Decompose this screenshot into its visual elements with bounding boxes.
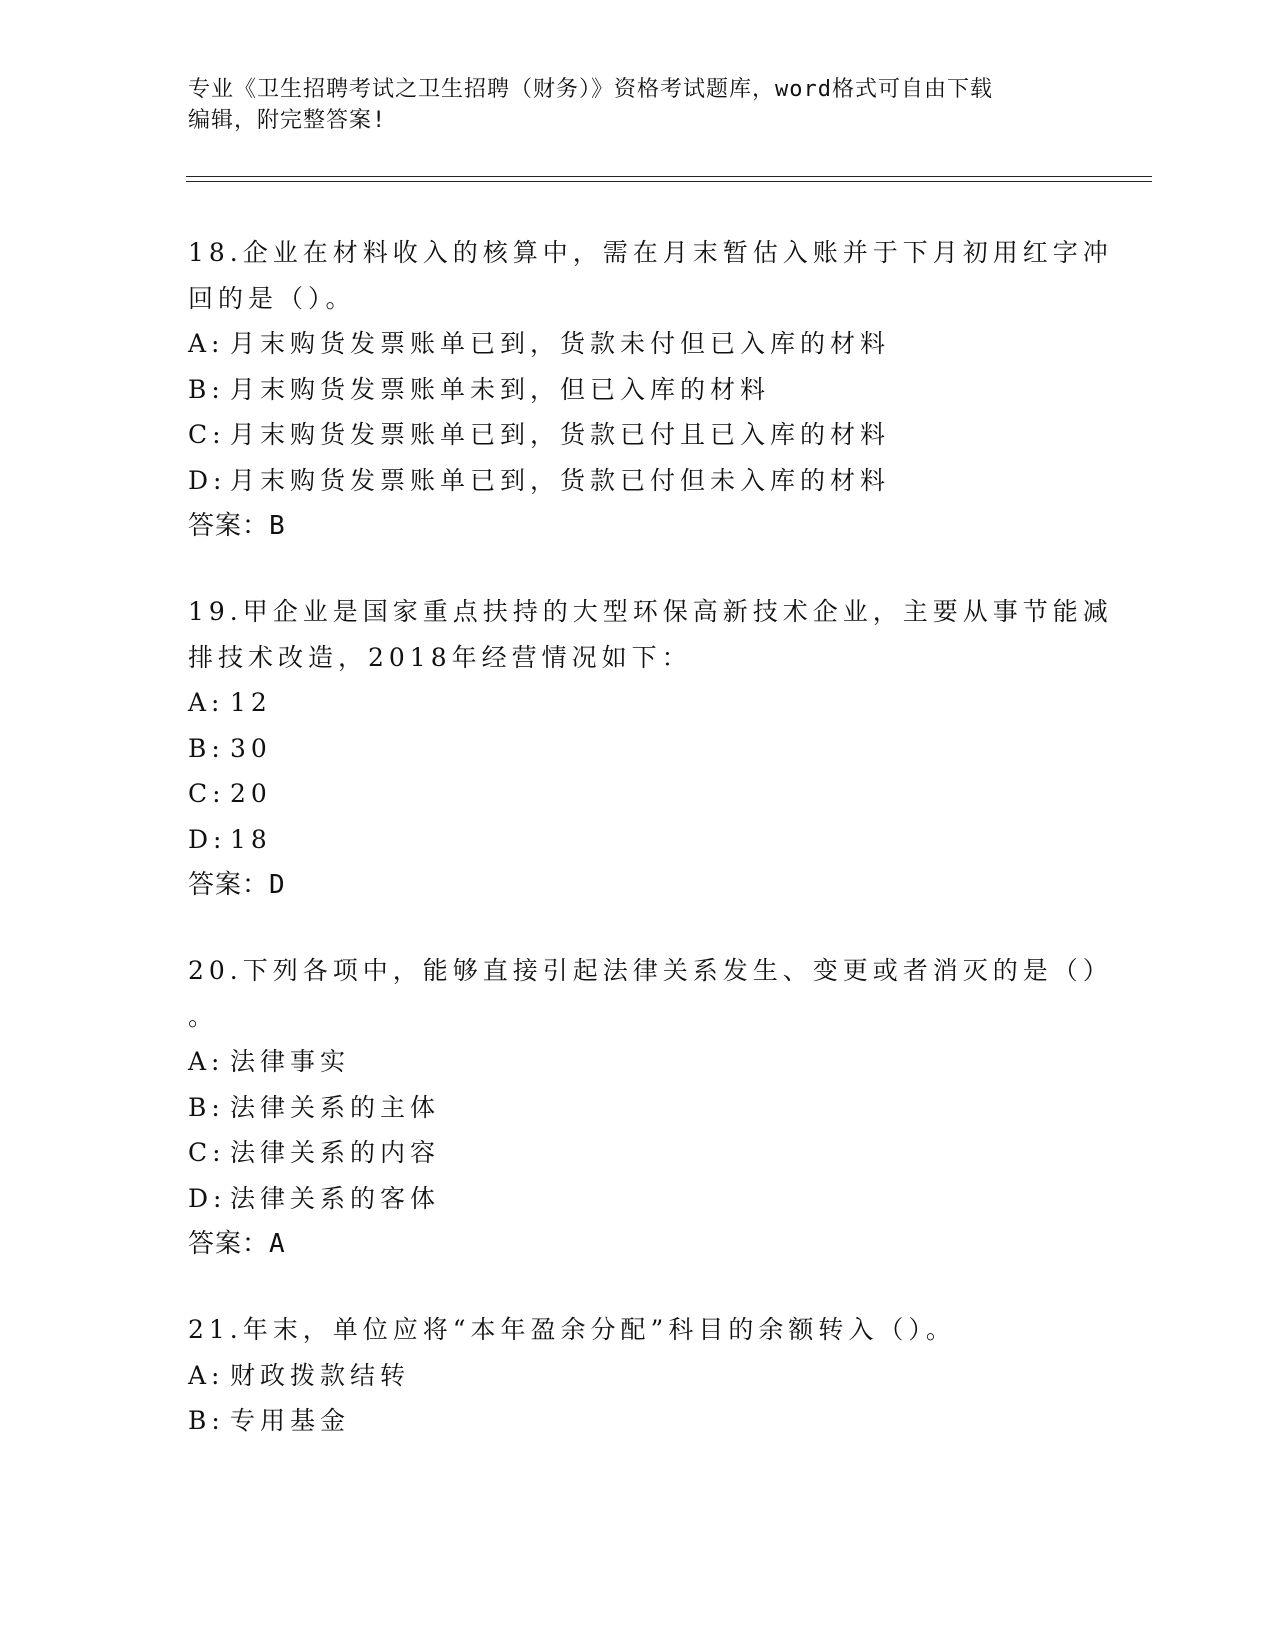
option-text: 月末购货发票账单已到，货款已付且已入库的材料 — [230, 420, 891, 449]
question-stem-line: 18.企业在材料收入的核算中，需在月末暂估入账并于下月初用红字冲 — [188, 238, 1113, 267]
question-list — [188, 230, 1113, 1484]
option-c — [188, 1130, 1088, 1176]
option-text: 20 — [230, 779, 272, 808]
option-text: 月末购货发票账单已到，货款已付但未入库的材料 — [230, 465, 891, 495]
question-18 — [188, 230, 1113, 549]
answer-line: 答案：B — [188, 511, 286, 541]
question-stem-line: 20.下列各项中，能够直接引起法律关系发生、变更或者消灭的是（） — [188, 956, 1113, 985]
option-a — [188, 680, 1088, 726]
option-b — [188, 1085, 1088, 1131]
option-text: 法律事实 — [230, 1047, 351, 1076]
question-stem-line: 。 — [188, 1001, 219, 1031]
question-21 — [188, 1307, 1088, 1444]
question-stem-line: 排技术改造，2018年经营情况如下： — [188, 642, 692, 672]
option-letter: B: — [188, 733, 225, 763]
option-d — [188, 1176, 1088, 1222]
header-divider-top — [186, 176, 1152, 177]
option-text: 12 — [230, 688, 272, 717]
option-d — [188, 817, 1088, 863]
option-letter: B: — [188, 1406, 225, 1435]
option-c — [188, 771, 1088, 817]
option-letter: D: — [188, 824, 227, 854]
option-text: 月末购货发票账单已到，货款未付但已入库的材料 — [230, 329, 891, 358]
header-line-1: 专业《卫生招聘考试之卫生招聘（财务）》资格考试题库，word格式可自由下载 — [188, 77, 993, 102]
option-letter: A: — [188, 329, 225, 358]
option-text: 财政拨款结转 — [230, 1360, 411, 1390]
option-c — [188, 412, 1088, 458]
option-letter: D: — [188, 1183, 227, 1213]
option-text: 法律关系的内容 — [230, 1138, 441, 1167]
document-header — [188, 74, 1068, 136]
option-letter: C: — [188, 420, 226, 449]
option-text: 30 — [230, 733, 272, 763]
option-text: 18 — [230, 824, 272, 854]
option-text: 法律关系的客体 — [230, 1183, 441, 1213]
option-text: 专用基金 — [230, 1406, 351, 1435]
question-19 — [188, 589, 1113, 908]
option-letter: A: — [188, 1360, 225, 1390]
question-stem-line: 19.甲企业是国家重点扶持的大型环保高新技术企业，主要从事节能减 — [188, 597, 1113, 626]
option-letter: A: — [188, 1047, 225, 1076]
option-a — [188, 321, 1088, 367]
option-d — [188, 458, 1088, 504]
option-b — [188, 367, 1088, 413]
option-letter: D: — [188, 465, 227, 495]
option-b — [188, 726, 1088, 772]
option-letter: A: — [188, 688, 225, 717]
option-letter: C: — [188, 1138, 226, 1167]
question-20 — [188, 948, 1113, 1267]
answer-line: 答案：D — [188, 870, 286, 900]
option-a — [188, 1353, 1088, 1399]
question-stem-line: 回的是（）。 — [188, 283, 356, 313]
header-divider-bottom — [186, 181, 1152, 182]
question-stem-line: 21.年末，单位应将“本年盈余分配”科目的余额转入（）。 — [188, 1315, 956, 1344]
answer-line: 答案：A — [188, 1229, 286, 1259]
option-a — [188, 1039, 1088, 1085]
header-line-2: 编辑，附完整答案! — [188, 108, 387, 133]
option-letter: C: — [188, 779, 226, 808]
option-letter: B: — [188, 374, 225, 404]
option-b — [188, 1398, 1088, 1444]
option-text: 月末购货发票账单未到，但已入库的材料 — [230, 374, 771, 404]
option-text: 法律关系的主体 — [230, 1092, 441, 1122]
option-letter: B: — [188, 1092, 225, 1122]
